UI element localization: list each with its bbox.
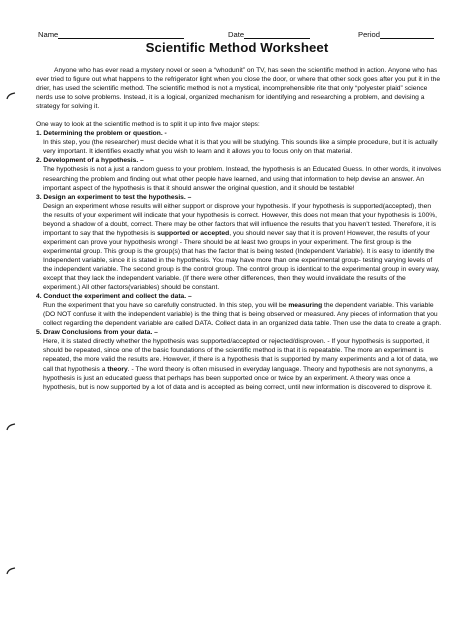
date-field[interactable] — [228, 30, 310, 39]
step-item — [36, 328, 442, 391]
step-body — [36, 337, 442, 391]
binder-hole-mark-icon — [6, 92, 16, 100]
period-field[interactable] — [358, 30, 434, 39]
step-body-text: . - The word theory is often misused in everyday language. Theory and hypothesis are not synonyms, a hypothesis is just an educated guess that perhaps has been supported once or twice by an experiment. A theory was once a hypothesis, but is now supported by a lot of data and is accepted as being correct, until new information is discovered to disprove it. — [43, 365, 433, 391]
step-body-text: Here, it is stated directly whether the hypothesis was supported/accepted or rejected/disproven. - If your hypothesis is supported, it should be repeated, since one of the basic foundations of the scientific method is that it is repeatable. The more an experiment is repeated, the more valid the results are. However, if there is a hypothesis that is supported by many experiments and a lot of data, we call that hypothesis a — [43, 338, 439, 373]
step-body-emphasis: theory — [107, 365, 128, 373]
step-body-text: the dependent variable. This variable (DO NOT confuse it with the independent variable) is the thing that is being observed or measured. Any pieces of information that you collect regarding the dependent variable are called DATA. Collect data in an organized data table. Then use the data to create a graph. — [43, 302, 442, 328]
step-body-emphasis: measuring — [288, 302, 323, 310]
step-title: 1. Determining the problem or question. - — [36, 130, 167, 138]
binder-hole-mark-icon — [6, 423, 16, 431]
period-label: Period — [358, 30, 380, 39]
steps-list — [36, 129, 442, 391]
step-title: 3. Design an experiment to test the hypothesis. – — [36, 193, 192, 201]
step-item — [36, 292, 442, 328]
date-blank-line[interactable] — [244, 31, 310, 39]
page-title: Scientific Method Worksheet — [145, 40, 329, 55]
date-label: Date — [228, 30, 245, 39]
step-body: The hypothesis is not a just a random guess to your problem. Instead, the hypothesis is an Educated Guess. In other words, it involves researching the problem and finding out what other people have learned, and using that information to help devise an answer. An important aspect of the hypothesis is that it should answer the original question, and it should be testable! — [43, 166, 442, 192]
step-body: In this step, you (the researcher) must decide what it is that you will be studying. This sounds like a simple procedure, but it is actually very important. It identifies exactly what you wish to learn and it allows you to focus only on that material. — [43, 139, 438, 156]
step-body-text: , you should never say that it is proven! However, the results of your experiment can prove your hypothesis wrong! - There should be at least two groups in your experiment. The first group is the experimental group. This group is the group(s) that has the factor that is being tested (Independent Variable). It is easy to identify the Independent variable, since it is stated in the hypothesis. You may have more than one experimental group- testing varying levels of the independent variable. The second group is the control group. The control group is identical to the experimental group in every way, except that they lack the independent variable. (If there were other differences, then they would invalidate the results of the experiment.) All other factors(variables) should be constant. — [43, 229, 440, 292]
step-item — [36, 193, 442, 293]
step-body-emphasis: supported or accepted — [157, 229, 230, 237]
binder-hole-mark-icon — [6, 567, 16, 575]
step-body — [36, 202, 442, 292]
step-title: 2. Development of a hypothesis. – — [36, 157, 144, 165]
step-item — [36, 129, 442, 156]
step-title: 5. Draw Conclusions from your data. – — [36, 329, 158, 337]
period-blank-line[interactable] — [380, 31, 434, 39]
name-field[interactable] — [38, 30, 184, 39]
step-title: 4. Conduct the experiment and collect the data. – — [36, 293, 192, 301]
steps-lead-sentence: One way to look at the scientific method is to split it up into five major steps: — [36, 121, 260, 129]
name-blank-line[interactable] — [58, 31, 184, 39]
step-item — [36, 156, 442, 192]
step-body-text: Run the experiment that you have so carefully constructed. In this step, you will be — [43, 302, 289, 310]
step-body-text: Design an experiment whose results will either support or disprove your hypothesis. If your hypothesis is supported(accepted), then the results of your experiment will indicate that your hypothesis is correct. However, this does not mean that your hypothesis is 100%, beyond a shadow of a doubt, correct. There may be other factors that will influence the results that you haven’t tested. Therefore, it is important to say that the hypothesis is — [43, 202, 438, 237]
step-body — [36, 301, 442, 328]
worksheet-body — [36, 66, 442, 392]
intro-paragraph: Anyone who has ever read a mystery novel or seen a “whodunit” on TV, has seen the scientific method in action. Anyone who has ever tried to figure out what happens to the refrigerator light when you close the door, or where that other sock goes after you put it in the drier, has used the scientific method. The scientific method is not a mystical, incomprehensible rite that only “polyester plaid” science nerds use to solve problems. Instead, it is a logical, organized mechanism for identifying and researching a problem, and devising a strategy for solving it. — [36, 67, 441, 111]
name-label: Name — [38, 30, 59, 39]
